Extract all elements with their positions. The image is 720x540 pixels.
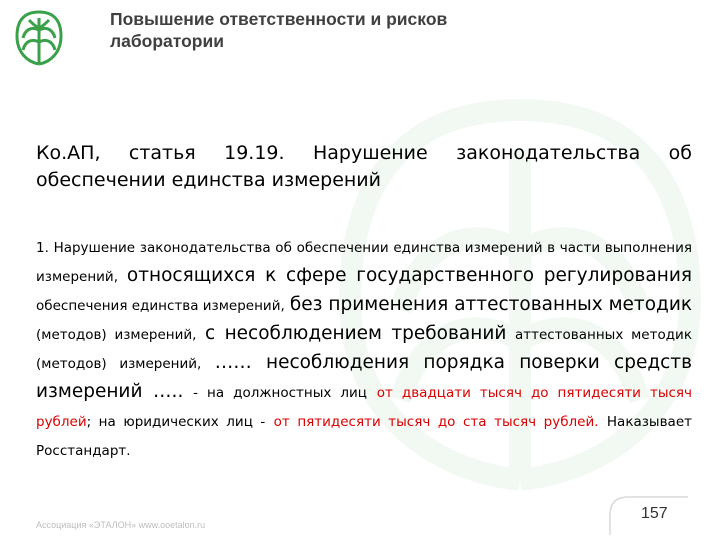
slide-title <box>110 8 630 52</box>
heading-word: Нарушение <box>312 142 428 164</box>
paragraph-text: Наказывает Росстандарт. <box>36 414 692 459</box>
article-heading-line-2: обеспечении единства измерений <box>36 169 381 191</box>
heading-word: законодательства <box>456 142 641 164</box>
fine-range-legal-entities: от пятидесяти тысяч до ста тысяч рублей. <box>273 414 599 430</box>
paragraph-text: аттестованных методик (методов) измерений, <box>36 327 692 372</box>
article-paragraph <box>36 233 692 465</box>
etalon-logo-icon <box>13 8 65 68</box>
paragraph-text: - на должностных лиц <box>193 385 367 401</box>
fine-range-officials: от двадцати тысяч до пятидесяти тысяч рублей <box>36 385 692 430</box>
page-number: 157 <box>641 505 668 522</box>
heading-word: статья <box>128 142 196 164</box>
paragraph-text-emphasis: с несоблюдением требований <box>205 323 507 344</box>
paragraph-text-emphasis: …… несоблюдения порядка поверки средств измерений ….. <box>36 352 692 402</box>
slide-title-line-2: лаборатории <box>110 31 225 51</box>
paragraph-text-emphasis: без применения аттестованных методик <box>289 294 693 315</box>
heading-word: 19.19. <box>224 142 285 164</box>
footer-text: Ассоциация «ЭТАЛОН» www.ooetalon.ru <box>36 520 206 530</box>
heading-word: Ко.АП, <box>36 142 101 164</box>
paragraph-text: обеспечения единства измерений, <box>36 298 285 314</box>
paragraph-text-emphasis: относящихся к сфере государственного регулирования <box>126 265 692 286</box>
paragraph-text: 1. Нарушение законодательства об обеспечении единства измерений в части выполнения измерений, <box>36 240 692 285</box>
article-heading <box>36 140 692 194</box>
article-heading-line-1 <box>36 140 692 167</box>
paragraph-text: ; на юридических лиц - <box>86 414 266 430</box>
paragraph-text: (методов) измерений, <box>36 327 197 343</box>
heading-word: об <box>668 142 692 164</box>
slide-title-line-1: Повышение ответственности и рисков <box>110 9 448 29</box>
